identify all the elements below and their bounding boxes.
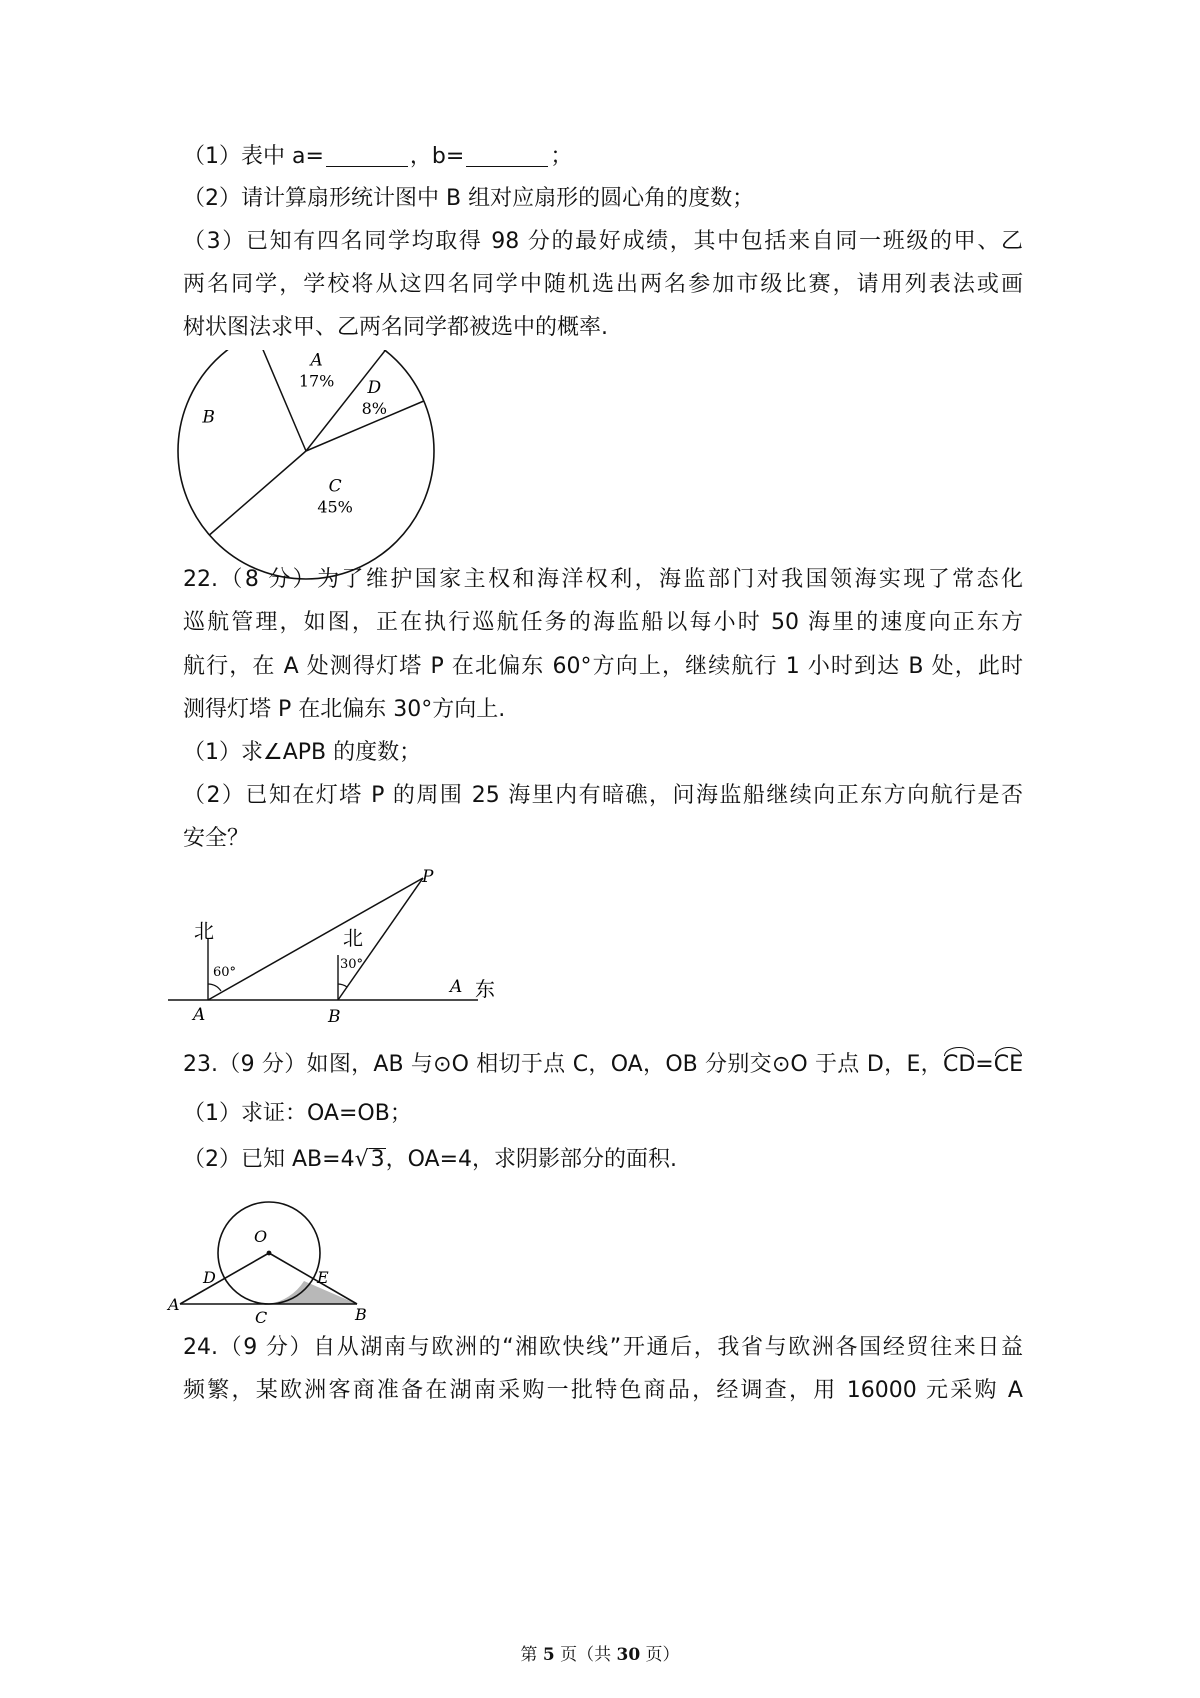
pie-slice-boundary-a	[256, 350, 306, 451]
q22-part2-line1: （2）已知在灯塔 P 的周围 25 海里内有暗礁，问海监船继续向正东方向航行是否	[183, 783, 1023, 808]
q22-line1: 22.（8 分）为了维护国家主权和海洋权利，海监部门对我国领海实现了常态化	[183, 567, 1023, 592]
center-dot	[267, 1251, 272, 1256]
pie-label-d: D	[367, 377, 382, 398]
east-label: 东	[475, 977, 495, 1001]
q22-line4: 测得灯塔 P 在北偏东 30°方向上.	[183, 697, 506, 722]
q22-line3: 航行，在 A 处测得灯塔 P 在北偏东 60°方向上，继续航行 1 小时到达 B 处，此时	[183, 654, 1023, 679]
angle-arc-b	[338, 984, 347, 987]
pie-percent-c: 45%	[317, 497, 353, 517]
segment-oa	[180, 1253, 269, 1304]
arc-ce: CE	[994, 1050, 1023, 1080]
north-label-b: 北	[343, 926, 363, 950]
point-d-label: D	[203, 1268, 216, 1287]
q21-part2: （2）请计算扇形统计图中 B 组对应扇形的圆心角的度数；	[183, 186, 755, 211]
pie-label-a: A	[310, 350, 323, 371]
answer-blank-a[interactable]	[326, 144, 408, 167]
pie-chart	[178, 350, 434, 579]
point-e-label: E	[317, 1268, 329, 1287]
point-p-label: P	[422, 867, 434, 887]
q23-part2: （2）已知 AB=4√3，OA=4，求阴影部分的面积.	[183, 1147, 678, 1172]
angle-60-label: 60°	[213, 965, 237, 980]
pie-percent-a: 17%	[298, 371, 335, 391]
q21-part3-line3: 树状图法求甲、乙两名同学都被选中的概率.	[183, 315, 608, 340]
point-c-label: C	[255, 1308, 268, 1325]
page-total: 30	[616, 1645, 641, 1665]
q24-line2: 频繁，某欧洲客商准备在湖南采购一批特色商品，经调查，用 16000 元采购 A	[183, 1378, 1023, 1403]
q22-part2-line2: 安全？	[183, 826, 250, 851]
sqrt-radicand: 3	[370, 1147, 385, 1172]
angle-arc-a	[208, 984, 221, 991]
point-b-label: B	[328, 1007, 341, 1027]
segment-ap	[208, 878, 423, 1000]
point-a-label: A	[193, 1005, 206, 1025]
point-o-label: O	[254, 1227, 268, 1246]
pie-label-b: B	[202, 407, 215, 428]
shaded-region	[269, 1281, 357, 1304]
axis-a-label: A	[450, 977, 463, 997]
page-number: 5	[542, 1645, 555, 1665]
q22-part1: （1）求∠APB 的度数；	[183, 740, 422, 765]
arc-cd: CD	[943, 1050, 975, 1080]
navigation-diagram	[160, 860, 520, 1030]
pie-chart-figure	[160, 350, 480, 590]
point-a-label: A	[168, 1295, 180, 1314]
pie-label-c: C	[328, 476, 342, 497]
angle-30-label: 30°	[340, 957, 364, 972]
pie-slice-boundary-b	[209, 451, 306, 535]
north-label-a: 北	[194, 919, 214, 943]
point-b-label: B	[355, 1305, 367, 1324]
q23-stem: 23.（9 分）如图，AB 与⊙O 相切于点 C，OA，OB 分别交⊙O 于点 D，E，CD=CE	[183, 1050, 1023, 1080]
answer-blank-b[interactable]	[466, 144, 548, 167]
q22-line2: 巡航管理，如图，正在执行巡航任务的海监船以每小时 50 海里的速度向正东方	[183, 610, 1023, 635]
q24-line1: 24.（9 分）自从湖南与欧洲的“湘欧快线”开通后，我省与欧洲各国经贸往来日益	[183, 1335, 1023, 1360]
q21-part1: （1）表中 a= ，b= ；	[183, 144, 573, 169]
q21-part3-line1: （3）已知有四名同学均取得 98 分的最好成绩，其中包括来自同一班级的甲、乙	[183, 229, 1023, 254]
pie-percent-d: 8%	[361, 398, 387, 418]
q21-part3-line2: 两名同学，学校将从这四名同学中随机选出两名参加市级比赛，请用列表法或画	[183, 272, 1023, 297]
page-footer: 第 5 页（共 30 页）	[520, 1645, 680, 1665]
circle-tangent-diagram	[160, 1185, 390, 1325]
q23-part1: （1）求证：OA=OB；	[183, 1101, 412, 1126]
